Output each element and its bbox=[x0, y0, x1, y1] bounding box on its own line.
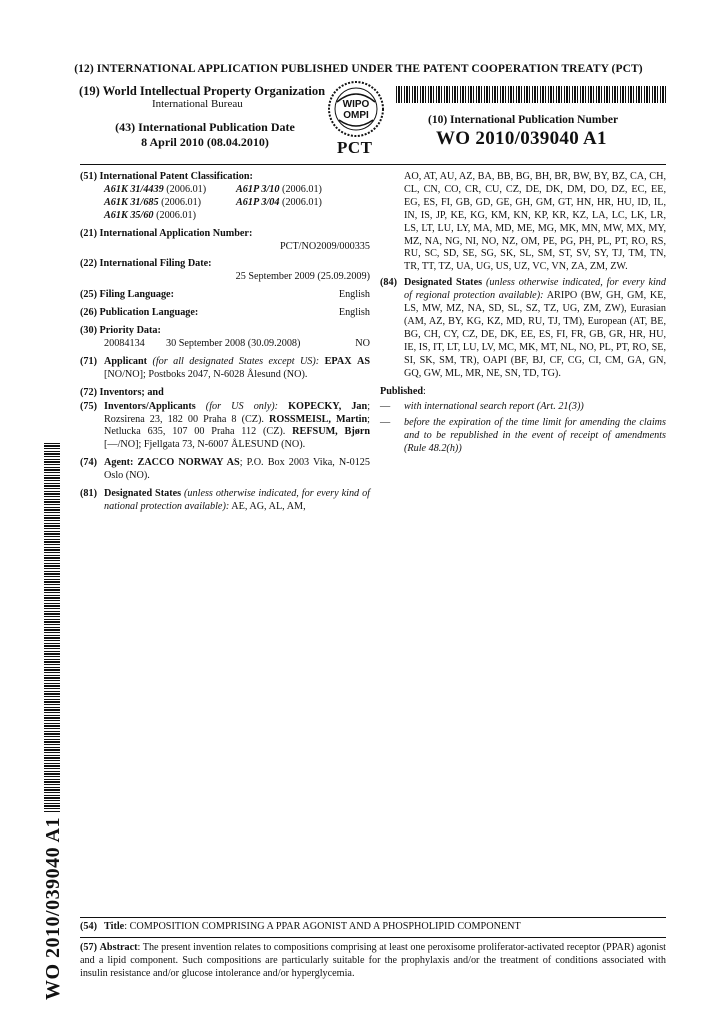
published-item bbox=[380, 401, 666, 414]
ipc-item: A61K 35/60 (2006.01) bbox=[104, 209, 196, 221]
application-number-section bbox=[80, 228, 370, 254]
national-designated-start: AE, AG, AL, AM, bbox=[231, 500, 306, 512]
priority-section bbox=[80, 325, 370, 351]
top-barcode bbox=[396, 86, 666, 103]
ipc-item: A61P 3/04 (2006.01) bbox=[236, 196, 322, 208]
priority-number: 20084134 bbox=[104, 337, 145, 349]
national-states-list: AO, AT, AU, AZ, BA, BB, BG, BH, BR, BW, BY, BZ, CA, CH, CL, CN, CO, CR, CU, CZ, DE, DK, DM, DO, DZ, EC, EE, EG, ES, FI, GB, GD, GE, GH, GM, GT, HN, HR, HU, ID, IL, IN, IS, JP, KE, KG, KM, KN, KP, KR, KZ, LA, LC, LK, LR, LS, LT, LU, LY, MA, MD, ME, MG, MK, MN, MW, MX, MY, MZ, NA, NG, NI, NO, NZ, OM, PE, PG, PH, PL, PT, RO, RS, RU, SC, SD, SE, SG, SK, SL, SM, ST, SV, SY, TJ, TM, TN, TR, TT, TZ, UA, UG, US, UZ, VC, VN, ZA, ZM, ZW. bbox=[404, 171, 666, 273]
filing-date-label: (22) International Filing Date: bbox=[80, 258, 212, 270]
applicant-label: Applicant bbox=[104, 355, 148, 367]
published-item-dash: — bbox=[380, 417, 391, 429]
seal-text: WIPO bbox=[342, 99, 370, 110]
national-designated-text bbox=[104, 488, 370, 514]
published-item-text: with international search report (Art. 21(3)) bbox=[404, 401, 584, 413]
inventor-1-address: ; Rozsirena 23, 182 00 Praha 8 (CZ). bbox=[104, 400, 371, 425]
inventors-applicants-number: (75) bbox=[80, 400, 97, 412]
inventor-3-name: REFSUM, Bjørn bbox=[292, 426, 371, 438]
inventor-2-address: ; Netlucka 635, 107 00 Praha 112 (CZ). bbox=[104, 413, 370, 438]
wipo-seal-icon bbox=[327, 80, 385, 138]
priority-row bbox=[80, 338, 370, 351]
applicant-address: [NO/NO]; Postboks 2047, N-6028 Ålesund (NO). bbox=[104, 368, 308, 380]
title-section bbox=[80, 921, 666, 934]
right-column bbox=[380, 171, 666, 456]
invention-title: : COMPOSITION COMPRISING A PPAR AGONIST AND A PHOSPHOLIPID COMPONENT bbox=[124, 921, 521, 932]
org-number: (19) bbox=[79, 84, 100, 98]
publication-language-label: (26) Publication Language: bbox=[80, 307, 199, 319]
abstract-text: : The present invention relates to compositions comprising at least one peroxisome proliferator-activated receptor (PPAR) agonist and a lipid component. Such compositions are particularly suitable for the prophylaxis and/or the treatment of conditions associated with insulin resistance and/or glucose intolerance and/or hyperglycemia. bbox=[80, 942, 667, 979]
applicant-note: (for all designated States except US): bbox=[152, 355, 320, 367]
inventors-label: (72) Inventors; and bbox=[80, 386, 164, 398]
inventors-applicants-text bbox=[104, 401, 370, 453]
publication-number-label: (10) International Publication Number bbox=[428, 114, 619, 126]
inventors-applicants-note: (for US only): bbox=[205, 400, 279, 412]
applicant-name-cont: AS bbox=[356, 355, 371, 367]
regional-designated-note: (unless otherwise indicated, for every kind of regional protection available): bbox=[404, 277, 666, 302]
regional-designated-label: Designated States bbox=[404, 277, 483, 289]
regional-designated-list: ARIPO (BW, GH, GM, KE, LS, MW, MZ, NA, SD, SL, SZ, TZ, UG, ZM, ZW), Eurasian (AM, AZ, BY, KG, KZ, MD, RU, TJ, TM), European (AT, BE, BG, CH, CY, CZ, DE, DK, EE, ES, FI, FR, GB, GR, HR, HU, IE, IS, IT, LT, LU, LV, MC, MK, MT, NL, NO, PL, PT, RO, SE, SI, SK, SM, TR), OAPI (BF, BJ, CF, CG, CI, CM, GA, GN, GQ, GW, ML, MR, NE, SN, TD, TG). bbox=[404, 290, 666, 379]
national-designated-section bbox=[80, 488, 370, 514]
title-number: (54) bbox=[80, 921, 97, 932]
agent-name: ZACCO NORWAY AS bbox=[137, 457, 240, 469]
ipc-item: A61K 31/4439 (2006.01) bbox=[104, 183, 207, 195]
publication-number: WO 2010/039040 A1 bbox=[436, 128, 607, 149]
published-item-dash: — bbox=[380, 401, 391, 413]
ipc-item: A61K 31/685 (2006.01) bbox=[104, 196, 202, 208]
published-label: Published bbox=[380, 385, 424, 397]
abstract-section bbox=[80, 942, 666, 981]
applicant-text bbox=[104, 356, 370, 382]
applicant-section bbox=[80, 356, 370, 382]
applicant-number: (71) bbox=[80, 355, 97, 367]
ipc-section bbox=[80, 171, 370, 223]
pct-label: PCT bbox=[337, 138, 373, 157]
svg-text:OMPI: OMPI bbox=[343, 110, 369, 121]
left-column bbox=[80, 171, 370, 519]
bottom-divider bbox=[80, 917, 666, 918]
applicant-name: EPAX bbox=[324, 355, 352, 367]
filing-language-label: (25) Filing Language: bbox=[80, 289, 174, 301]
bureau-name: International Bureau bbox=[152, 98, 243, 110]
publication-language: English bbox=[338, 307, 370, 319]
national-designated-label: Designated States bbox=[104, 488, 182, 500]
regional-designated-number: (84) bbox=[380, 277, 397, 289]
application-number-label: (21) International Application Number: bbox=[80, 227, 253, 239]
inventors-applicants-section bbox=[80, 401, 370, 453]
publication-type-heading: (12) INTERNATIONAL APPLICATION PUBLISHED UNDER THE PATENT COOPERATION TREATY (PCT) bbox=[74, 63, 643, 75]
ipc-item: A61P 3/10 (2006.01) bbox=[236, 183, 322, 195]
org-name: World Intellectual Property Organization bbox=[102, 84, 326, 98]
published-section bbox=[380, 386, 666, 457]
inventors-applicants-label: Inventors/Applicants bbox=[104, 400, 196, 412]
application-number: PCT/NO2009/000335 bbox=[280, 240, 370, 252]
side-publication-number: WO 2010/039040 A1 bbox=[42, 817, 64, 1000]
agent-label: Agent: bbox=[104, 457, 134, 469]
filing-date-section bbox=[80, 258, 370, 284]
title-label: Title bbox=[104, 921, 125, 932]
filing-language: English bbox=[338, 289, 370, 301]
publication-date-block bbox=[100, 120, 310, 150]
priority-country: NO bbox=[355, 337, 370, 349]
title-divider bbox=[80, 937, 666, 938]
priority-date: 30 September 2008 (30.09.2008) bbox=[166, 337, 301, 349]
ipc-grid bbox=[80, 184, 370, 223]
agent-section bbox=[80, 457, 370, 483]
org-line bbox=[79, 84, 325, 99]
agent-text bbox=[104, 457, 370, 483]
priority-label: (30) Priority Data: bbox=[80, 325, 161, 337]
national-designated-note: (unless otherwise indicated, for every kind of national protection available): bbox=[104, 488, 371, 512]
published-item bbox=[380, 417, 666, 456]
publication-language-section bbox=[80, 307, 370, 320]
publication-date: 8 April 2010 (08.04.2010) bbox=[141, 135, 269, 149]
filing-language-section bbox=[80, 289, 370, 302]
regional-designated-section bbox=[380, 277, 666, 380]
agent-address: ; P.O. Box 2003 Vika, N-0125 Oslo (NO). bbox=[104, 457, 370, 482]
header-divider bbox=[80, 164, 666, 165]
publication-date-label: (43) International Publication Date bbox=[115, 120, 295, 134]
abstract-label: Abstract bbox=[99, 942, 138, 953]
filing-date: 25 September 2009 (25.09.2009) bbox=[235, 271, 370, 283]
inventor-1-name: KOPECKY, Jan bbox=[288, 400, 368, 412]
inventor-3-address: [—/NO]; Fjellgata 73, N-6007 ÅLESUND (NO). bbox=[104, 439, 306, 451]
side-barcode bbox=[44, 443, 60, 813]
inventor-2-name: ROSSMEISL, Martin bbox=[268, 413, 368, 425]
ipc-label: (51) International Patent Classification: bbox=[80, 171, 253, 182]
abstract-number: (57) bbox=[80, 942, 97, 953]
published-colon: : bbox=[423, 385, 426, 397]
national-designated-number: (81) bbox=[80, 488, 97, 500]
regional-designated-text bbox=[404, 277, 666, 380]
published-item-text: before the expiration of the time limit for amending the claims and to be republished in the event of receipt of amendments (Rule 48.2(h)) bbox=[404, 417, 666, 455]
agent-number: (74) bbox=[80, 457, 97, 469]
